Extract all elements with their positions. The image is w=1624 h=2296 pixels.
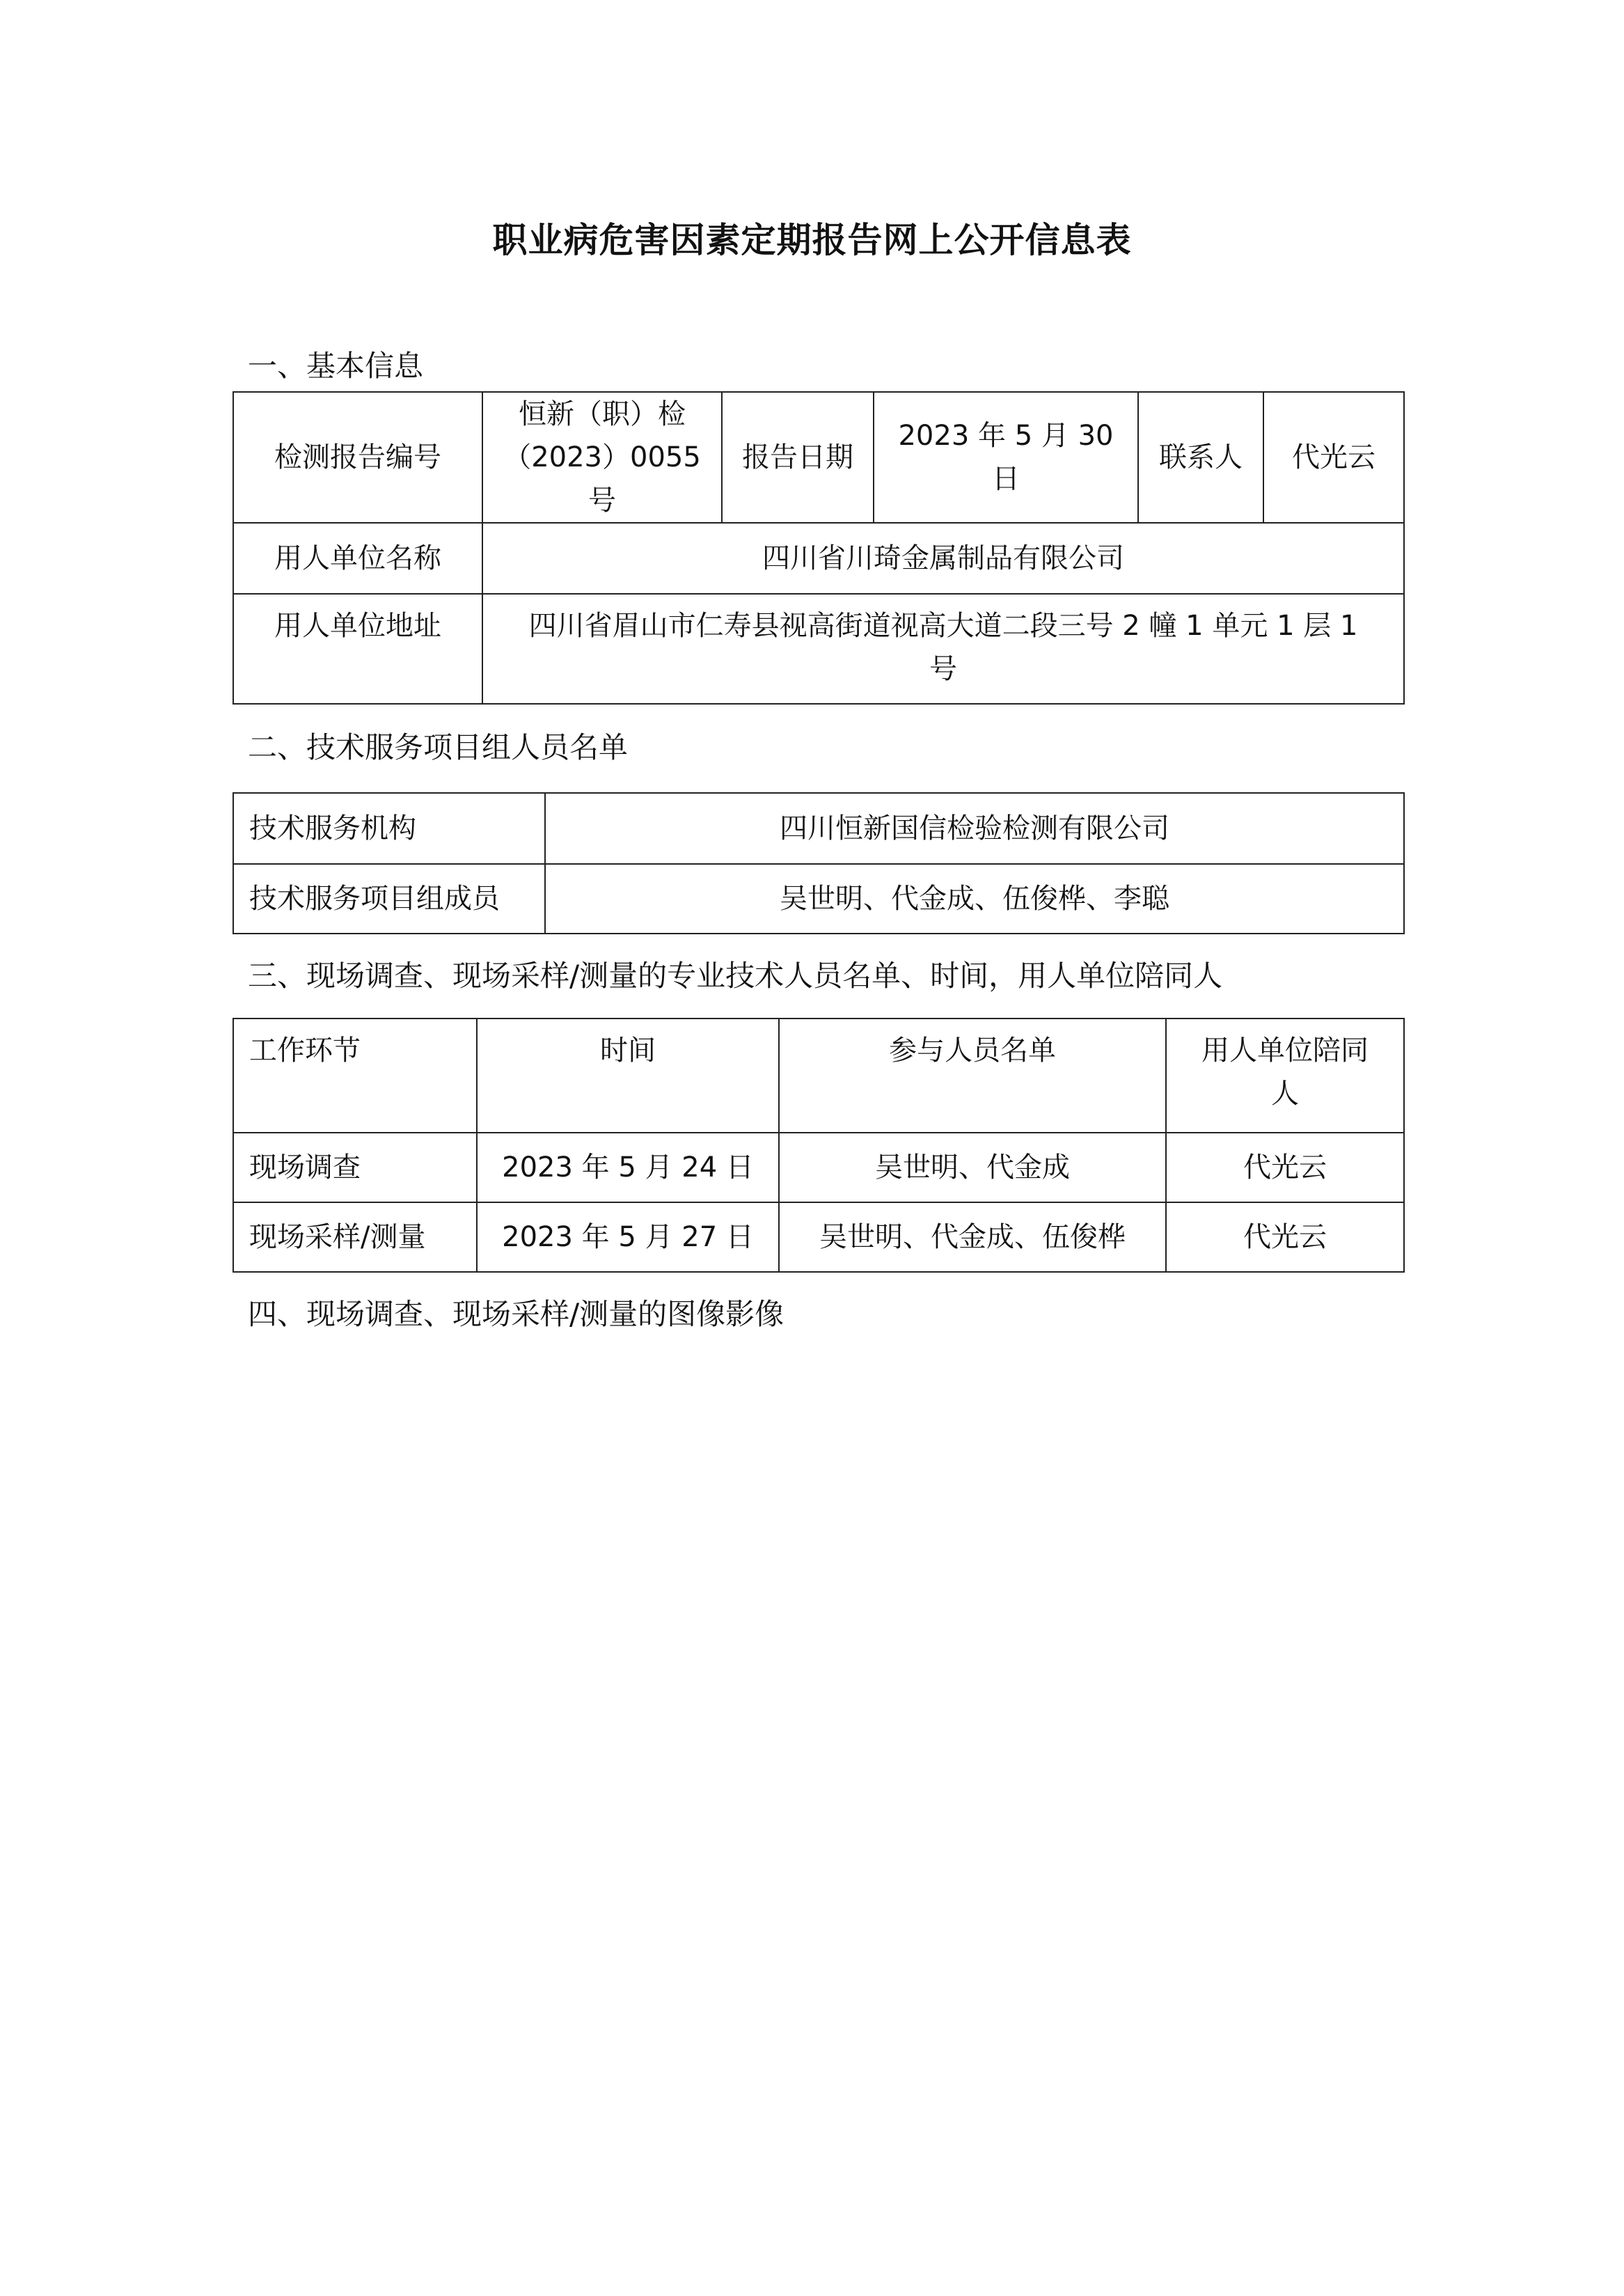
report-date-label: 报告日期 xyxy=(722,392,874,523)
employer-name-label: 用人单位名称 xyxy=(233,523,482,594)
section-basic-info-heading: 一、基本信息 xyxy=(248,349,424,383)
team-table xyxy=(232,792,1405,934)
table-row xyxy=(233,1133,1404,1202)
report-no-line2: （2023）0055 号 xyxy=(503,441,701,517)
report-no-line1: 恒新（职）检 xyxy=(519,398,686,430)
row-stage: 现场调查 xyxy=(233,1133,477,1202)
report-date-value: 2023 年 5 月 30 日 xyxy=(874,392,1138,523)
row-escort: 代光云 xyxy=(1166,1133,1404,1202)
table-header-row xyxy=(233,1019,1404,1133)
table-row xyxy=(233,523,1404,594)
header-participants: 参与人员名单 xyxy=(779,1019,1166,1133)
table-row xyxy=(233,392,1404,523)
employer-address-line2: 号 xyxy=(929,653,957,685)
report-no-value xyxy=(482,392,722,523)
org-label: 技术服务机构 xyxy=(233,793,545,864)
members-value: 吴世明、代金成、伍俊桦、李聪 xyxy=(545,864,1404,934)
header-escort-line2: 人 xyxy=(1271,1078,1299,1110)
section-images-heading: 四、现场调查、现场采样/测量的图像影像 xyxy=(248,1297,785,1331)
section-field-staff-heading: 三、现场调查、现场采样/测量的专业技术人员名单、时间，用人单位陪同人 xyxy=(248,959,1223,993)
page-title: 职业病危害因素定期报告网上公开信息表 xyxy=(492,220,1132,260)
row-time: 2023 年 5 月 27 日 xyxy=(477,1202,779,1272)
members-label: 技术服务项目组成员 xyxy=(233,864,545,934)
employer-name-value: 四川省川琦金属制品有限公司 xyxy=(482,523,1404,594)
org-value: 四川恒新国信检验检测有限公司 xyxy=(545,793,1404,864)
section-team-heading: 二、技术服务项目组人员名单 xyxy=(248,730,629,764)
employer-address-line1: 四川省眉山市仁寿县视高街道视高大道二段三号 2 幢 1 单元 1 层 1 xyxy=(528,610,1358,642)
table-row xyxy=(233,864,1404,934)
table-row xyxy=(233,793,1404,864)
row-time: 2023 年 5 月 24 日 xyxy=(477,1133,779,1202)
table-row xyxy=(233,1202,1404,1272)
employer-address-label: 用人单位地址 xyxy=(233,594,482,704)
header-time: 时间 xyxy=(477,1019,779,1133)
contact-label: 联系人 xyxy=(1138,392,1263,523)
report-no-label: 检测报告编号 xyxy=(233,392,482,523)
header-escort-line1: 用人单位陪同 xyxy=(1201,1035,1369,1067)
employer-address-value xyxy=(482,594,1404,704)
contact-value: 代光云 xyxy=(1263,392,1404,523)
row-participants: 吴世明、代金成、伍俊桦 xyxy=(779,1202,1166,1272)
basic-info-table xyxy=(232,391,1405,705)
field-staff-table xyxy=(232,1018,1405,1273)
header-escort xyxy=(1166,1019,1404,1133)
table-row xyxy=(233,594,1404,704)
row-stage: 现场采样/测量 xyxy=(233,1202,477,1272)
header-stage: 工作环节 xyxy=(233,1019,477,1133)
row-escort: 代光云 xyxy=(1166,1202,1404,1272)
row-participants: 吴世明、代金成 xyxy=(779,1133,1166,1202)
